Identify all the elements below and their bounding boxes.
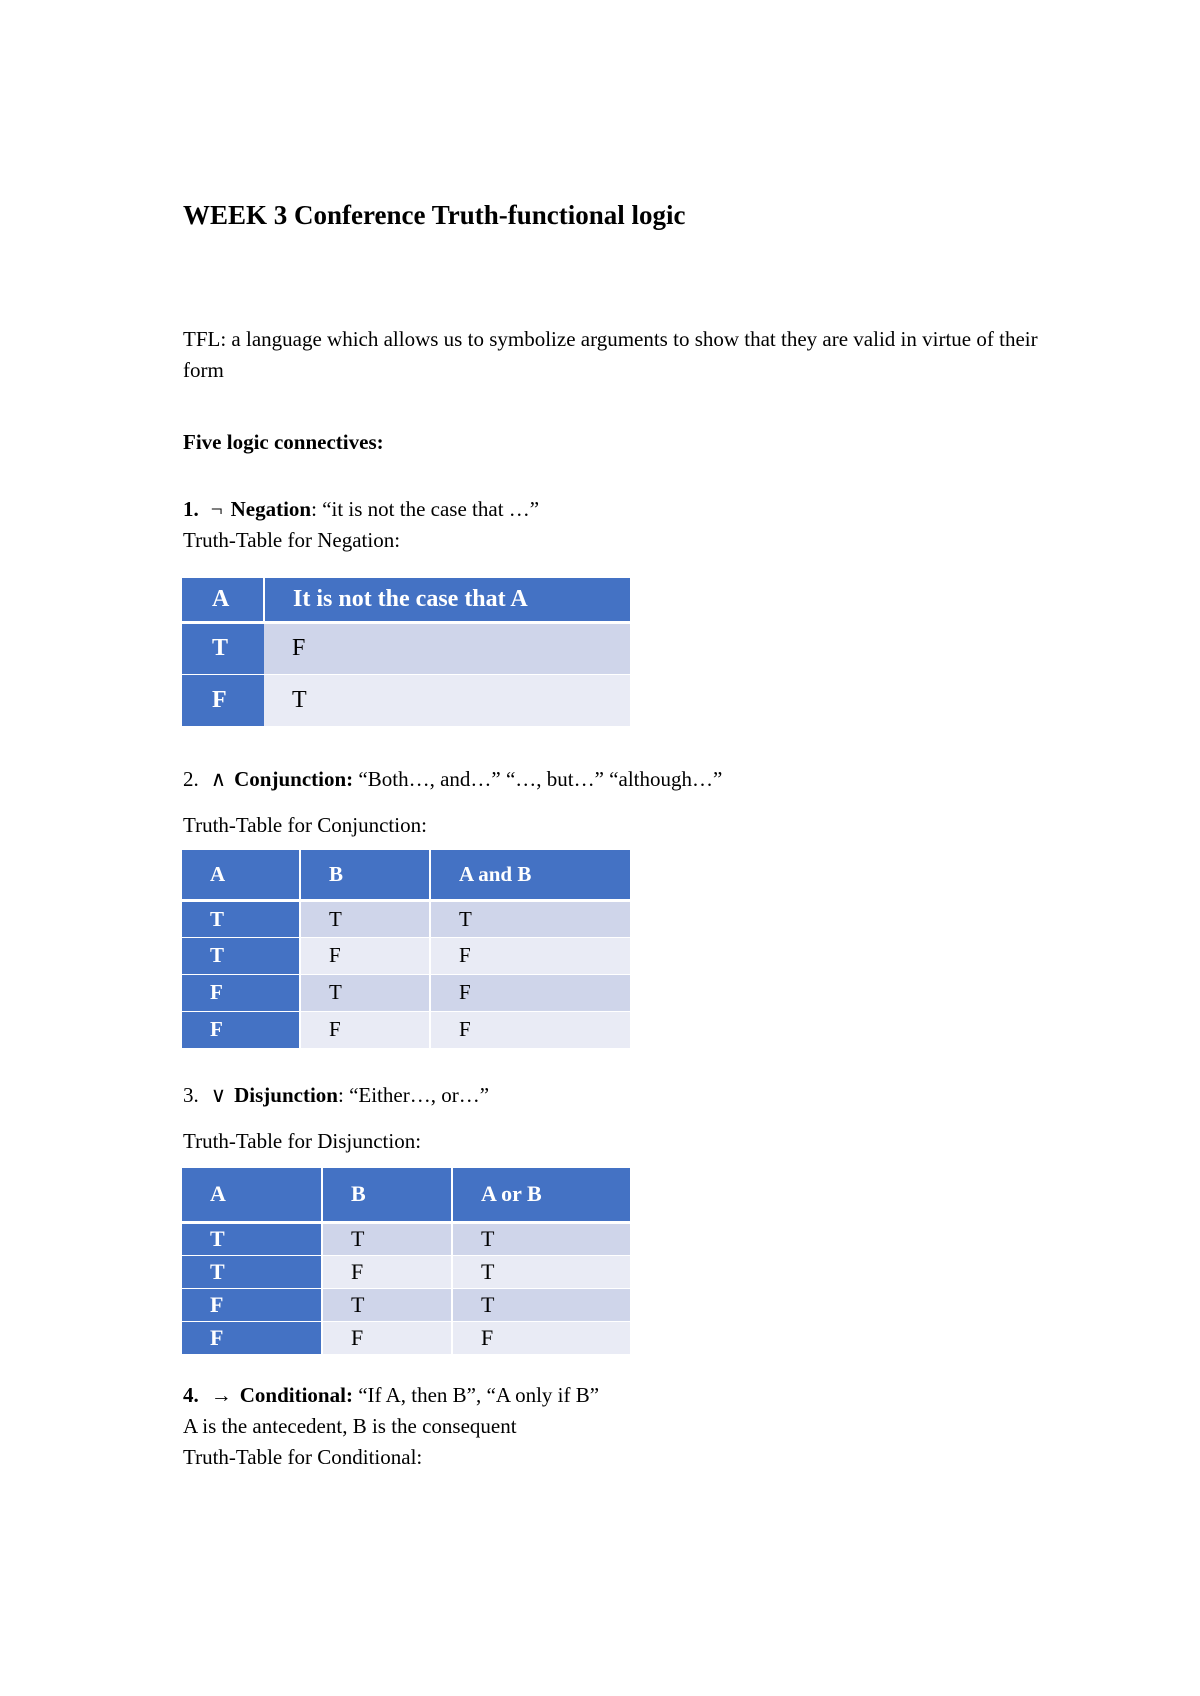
header-cell: A <box>182 578 264 622</box>
table-cell: F <box>264 622 630 674</box>
header-cell: It is not the case that A <box>264 578 630 622</box>
table-header-row <box>182 850 630 900</box>
conjunction-truth-table <box>182 850 630 1048</box>
disjunction-description: : “Either…, or…” <box>337 1083 490 1107</box>
table-cell: F <box>182 974 300 1011</box>
table-cell: T <box>452 1222 630 1255</box>
negation-truth-table <box>182 578 630 726</box>
disjunction-table-caption: Truth-Table for Disjunction: <box>183 1129 422 1153</box>
conditional-name: Conditional: <box>239 1383 353 1407</box>
table-cell: F <box>452 1321 630 1354</box>
table-cell: T <box>300 900 430 937</box>
table-cell: T <box>182 622 264 674</box>
table-cell: F <box>430 937 630 974</box>
connectives-heading: Five logic connectives: <box>183 430 384 454</box>
table-cell: T <box>182 900 300 937</box>
table-cell: T <box>182 937 300 974</box>
intro-paragraph: TFL: a language which allows us to symbolize arguments to show that they are valid in virtue of their form <box>183 327 1038 382</box>
table-cell: F <box>182 1011 300 1048</box>
disjunction-name: Disjunction <box>234 1083 338 1107</box>
conjunction-number: 2. <box>183 767 199 791</box>
table-cell: T <box>182 1255 322 1288</box>
negation-name: Negation <box>230 497 312 521</box>
conjunction-heading <box>183 764 722 795</box>
table-cell: T <box>452 1255 630 1288</box>
header-cell: B <box>322 1168 452 1222</box>
table-cell: F <box>182 1321 322 1354</box>
header-cell: A <box>182 1168 322 1222</box>
header-cell: B <box>300 850 430 900</box>
table-row <box>182 1222 630 1255</box>
table-row <box>182 974 630 1011</box>
table-cell: F <box>322 1255 452 1288</box>
table-row <box>182 674 630 726</box>
header-cell: A and B <box>430 850 630 900</box>
conditional-symbol: → <box>210 1383 232 1407</box>
table-cell: T <box>182 1222 322 1255</box>
table-row <box>182 900 630 937</box>
table-cell: T <box>322 1288 452 1321</box>
conditional-description: “If A, then B”, “A only if B” <box>352 1383 600 1407</box>
conditional-heading <box>183 1380 599 1411</box>
table-cell: T <box>264 674 630 726</box>
table-row <box>182 622 630 674</box>
negation-number: 1. <box>183 497 199 521</box>
table-row <box>182 1255 630 1288</box>
table-cell: F <box>322 1321 452 1354</box>
table-cell: T <box>300 974 430 1011</box>
table-header-row <box>182 1168 630 1222</box>
table-row <box>182 1011 630 1048</box>
conjunction-table-caption: Truth-Table for Conjunction: <box>183 813 427 837</box>
conditional-note: A is the antecedent, B is the consequent <box>183 1414 517 1438</box>
table-row <box>182 937 630 974</box>
table-cell: T <box>322 1222 452 1255</box>
disjunction-heading <box>183 1080 489 1111</box>
header-cell: A <box>182 850 300 900</box>
disjunction-number: 3. <box>183 1083 199 1107</box>
table-cell: F <box>300 1011 430 1048</box>
header-cell: A or B <box>452 1168 630 1222</box>
conditional-number: 4. <box>183 1383 199 1407</box>
page-title: WEEK 3 Conference Truth-functional logic <box>183 200 686 230</box>
table-cell: T <box>430 900 630 937</box>
table-row <box>182 1288 630 1321</box>
table-cell: F <box>430 974 630 1011</box>
negation-table-caption: Truth-Table for Negation: <box>183 528 401 552</box>
negation-symbol: ¬ <box>210 497 223 521</box>
conditional-table-caption: Truth-Table for Conditional: <box>183 1445 423 1469</box>
table-cell: F <box>182 674 264 726</box>
disjunction-symbol: ∨ <box>210 1083 227 1107</box>
table-cell: F <box>300 937 430 974</box>
table-cell: T <box>452 1288 630 1321</box>
table-cell: F <box>182 1288 322 1321</box>
negation-description: : “it is not the case that …” <box>311 497 540 521</box>
table-row <box>182 1321 630 1354</box>
table-header-row <box>182 578 630 622</box>
table-cell: F <box>430 1011 630 1048</box>
negation-heading <box>183 494 539 525</box>
conjunction-symbol: ∧ <box>210 767 227 791</box>
conjunction-name: Conjunction: <box>234 767 354 791</box>
disjunction-truth-table <box>182 1168 630 1354</box>
conjunction-description: “Both…, and…” “…, but…” “although…” <box>353 767 723 791</box>
